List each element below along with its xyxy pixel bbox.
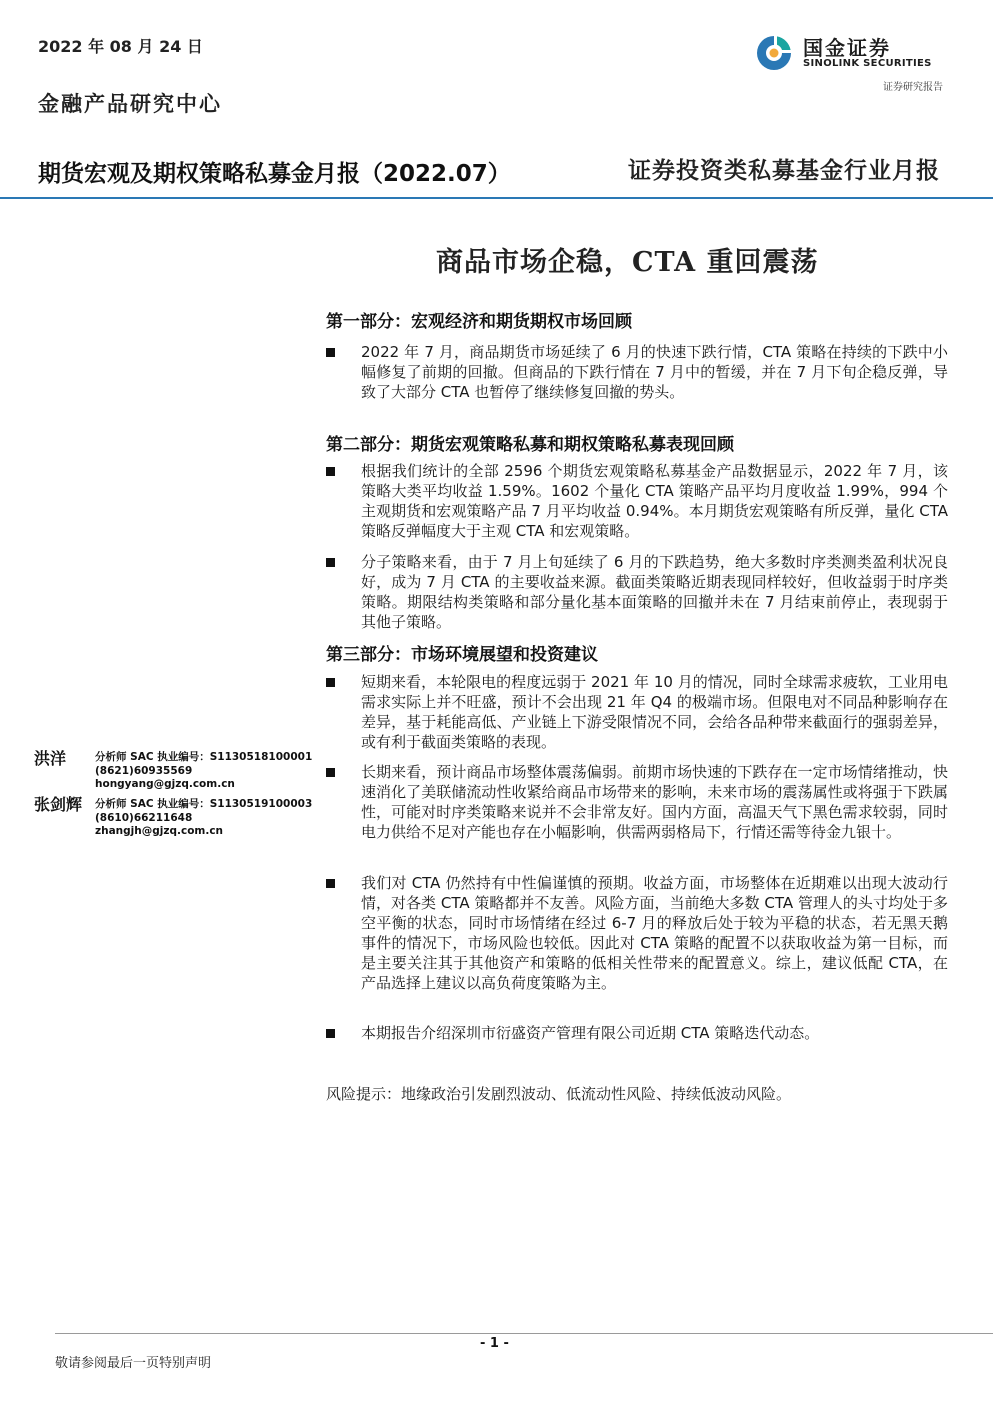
section-heading-1: 第一部分：宏观经济和期货期权市场回顾 xyxy=(326,312,632,332)
bullet-item xyxy=(326,762,948,842)
bullet-text: 2022 年 7 月，商品期货市场延续了 6 月的快速下跌行情，CTA 策略在持续的下跌中小幅修复了前期的回撤。但商品的下跌行情在 7 月中的暂缓，并在 7 月下旬企稳反弹，导致了大部分 CTA 也暂停了继续修复回撤的势头。 xyxy=(361,343,948,401)
analyst-contact xyxy=(95,798,312,839)
square-bullet-icon xyxy=(326,879,335,888)
report-type-label: 证券研究报告 xyxy=(883,82,943,93)
square-bullet-icon xyxy=(326,467,335,476)
company-logo xyxy=(755,30,943,76)
logo-english-name: SINOLINK SECURITIES xyxy=(803,58,932,69)
bullet-text: 短期来看，本轮限电的程度远弱于 2021 年 10 月的情况，同时全球需求疲软，工业用电需求实际上并不旺盛，预计不会出现 21 年 Q4 的极端市场。但限电对不同品种影响存在差异，基于耗能高低、产业链上下游受限情况不同，会给各品种带来截面行的强弱差异，或有利于截面类策略的表现。 xyxy=(361,673,948,751)
industry-report-title: 证券投资类私募基金行业月报 xyxy=(628,157,940,184)
bullet-item xyxy=(326,552,948,632)
research-center-name: 金融产品研究中心 xyxy=(38,91,222,116)
bullet-text: 分子策略来看，由于 7 月上旬延续了 6 月的下跌趋势，绝大多数时序类测类盈利状况良好，成为 7 月 CTA 的主要收益来源。截面类策略近期表现同样较好，但收益弱于时序类策略。期限结构类策略和部分量化基本面策略的回撤并未在 7 月结束前停止，表现弱于其他子策略。 xyxy=(361,553,948,631)
analyst-phone: (8621)60935569 xyxy=(95,764,193,777)
bullet-item xyxy=(326,342,948,402)
logo-chinese-name: 国金证券 xyxy=(803,36,891,60)
report-main-title: 期货宏观及期权策略私募金月报（2022.07） xyxy=(38,161,511,187)
logo-mark-icon xyxy=(755,34,793,72)
disclaimer-note: 敬请参阅最后一页特别声明 xyxy=(55,1356,212,1371)
bullet-text: 长期来看，预计商品市场整体震荡偏弱。前期市场快速的下跌存在一定市场情绪推动，快速消化了美联储流动性收紧给商品市场带来的影响，未来市场的震荡属性或将强于下跌属性，可能对时序类策略来说并不会非常友好。国内方面，高温天气下黑色需求较弱，同时电力供给不足对产能也存在小幅影响，供需两弱格局下，行情还需等待金九银十。 xyxy=(361,763,948,841)
report-date: 2022 年 08 月 24 日 xyxy=(38,37,203,56)
analyst-name: 张剑辉 xyxy=(34,795,83,814)
section-heading-3: 第三部分：市场环境展望和投资建议 xyxy=(326,645,598,665)
analyst-cert: 分析师 SAC 执业编号：S1130519100003 xyxy=(95,798,313,810)
risk-warning: 风险提示：地缘政治引发剧烈波动、低流动性风险、持续低波动风险。 xyxy=(326,1085,792,1103)
square-bullet-icon xyxy=(326,768,335,777)
header-divider xyxy=(0,197,993,199)
bullet-text: 我们对 CTA 仍然持有中性偏谨慎的预期。收益方面，市场整体在近期难以出现大波动行情，对各类 CTA 策略都并不友善。风险方面，当前绝大多数 CTA 管理人的头寸均处于多空平衡的状态，同时市场情绪在经过 6-7 月的释放后处于较为平稳的状态，若无黑天鹅事件的情况下，市场风险也较低。因此对 CTA 策略的配置不以获取收益为第一目标，而是主要关注其于其他资产和策略的低相关性带来的配置意义。综上，建议低配 CTA，在产品选择上建议以高负荷度策略为主。 xyxy=(361,874,948,992)
analyst-cert: 分析师 SAC 执业编号：S1130518100001 xyxy=(95,751,313,763)
bullet-item xyxy=(326,1023,948,1043)
report-headline: 商品市场企稳，CTA 重回震荡 xyxy=(436,247,819,278)
footer-divider xyxy=(55,1333,993,1334)
square-bullet-icon xyxy=(326,348,335,357)
bullet-item xyxy=(326,672,948,752)
analyst-phone: (8610)66211648 xyxy=(95,811,193,824)
analyst-email[interactable]: zhangjh@gjzq.com.cn xyxy=(95,825,224,837)
square-bullet-icon xyxy=(326,678,335,687)
section-heading-2: 第二部分：期货宏观策略私募和期权策略私募表现回顾 xyxy=(326,435,734,455)
square-bullet-icon xyxy=(326,1029,335,1038)
analyst-contact xyxy=(95,751,312,792)
page-number: - 1 - xyxy=(480,1336,509,1351)
analyst-name: 洪洋 xyxy=(34,749,67,768)
bullet-item xyxy=(326,873,948,993)
bullet-text: 本期报告介绍深圳市衍盛资产管理有限公司近期 CTA 策略迭代动态。 xyxy=(361,1024,820,1042)
analyst-email[interactable]: hongyang@gjzq.com.cn xyxy=(95,778,235,790)
bullet-text: 根据我们统计的全部 2596 个期货宏观策略私募基金产品数据显示，2022 年 7 月，该策略大类平均收益 1.59%。1602 个量化 CTA 策略产品平均月度收益 1.99%，994 个主观期货和宏观策略产品 7 月平均收益 0.94%。本月期货宏观策略有所反弹，量化 CTA 策略反弹幅度大于主观 CTA 和宏观策略。 xyxy=(361,462,948,540)
bullet-item xyxy=(326,461,948,541)
square-bullet-icon xyxy=(326,558,335,567)
